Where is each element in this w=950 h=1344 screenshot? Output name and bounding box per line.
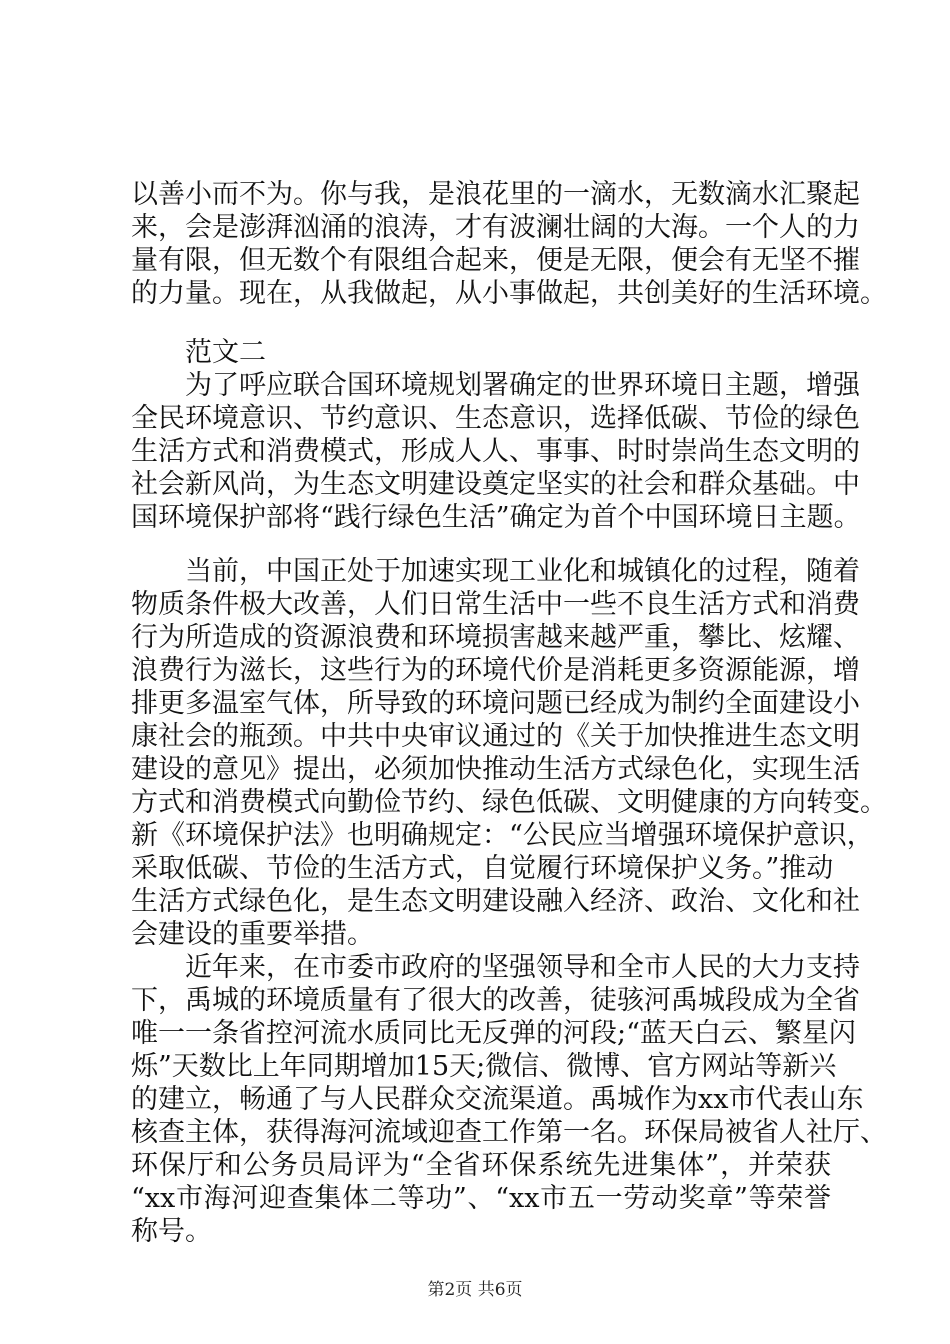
paragraph-3-line-10: 采取低碳、节俭的生活方式，自觉履行环境保护义务。”推动 <box>131 853 834 884</box>
paragraph-3-line-9: 新《环境保护法》也明确规定：“公民应当增强环境保护意识， <box>131 820 874 851</box>
paragraph-2-line-1: 为了呼应联合国环境规划署确定的世界环境日主题，增强 <box>185 370 860 401</box>
paragraph-1-line-3: 量有限，但无数个有限组合起来，便是无限，便会有无坚不摧 <box>131 245 860 276</box>
paragraph-4-line-7: 环保厅和公务员局评为“全省环保系统先进集体”，并荣获 <box>131 1150 831 1181</box>
paragraph-4-line-8: “xx市海河迎查集体二等功”、“xx市五一劳动奖章”等荣誉 <box>131 1183 831 1214</box>
paragraph-3-line-5: 排更多温室气体，所导致的环境问题已经成为制约全面建设小 <box>131 688 860 719</box>
paragraph-2-line-2: 全民环境意识、节约意识、生态意识，选择低碳、节俭的绿色 <box>131 403 860 434</box>
paragraph-4-line-6: 核查主体，获得海河流域迎查工作第一名。环保局被省人社厅、 <box>131 1117 887 1148</box>
page-footer: 第2页 共6页 <box>427 1280 523 1300</box>
paragraph-2-line-5: 国环境保护部将“践行绿色生活”确定为首个中国环境日主题。 <box>131 502 861 533</box>
paragraph-3-line-6: 康社会的瓶颈。中共中央审议通过的《关于加快推进生态文明 <box>131 721 860 752</box>
paragraph-3-line-2: 物质条件极大改善，人们日常生活中一些不良生活方式和消费 <box>131 589 860 620</box>
paragraph-3-line-8: 方式和消费模式向勤俭节约、绿色低碳、文明健康的方向转变。 <box>131 787 887 818</box>
paragraph-1-line-4: 的力量。现在，从我做起，从小事做起，共创美好的生活环境。 <box>131 278 887 309</box>
paragraph-3-line-1: 当前，中国正处于加速实现工业化和城镇化的过程，随着 <box>185 556 860 587</box>
paragraph-3-line-7: 建设的意见》提出，必须加快推动生活方式绿色化，实现生活 <box>131 754 860 785</box>
paragraph-4-line-4: 烁”天数比上年同期增加15天;微信、微博、官方网站等新兴 <box>131 1051 837 1082</box>
paragraph-4-line-5: 的建立，畅通了与人民群众交流渠道。禹城作为xx市代表山东 <box>131 1084 864 1115</box>
paragraph-1-line-2: 来，会是澎湃汹涌的浪涛，才有波澜壮阔的大海。一个人的力 <box>131 212 860 243</box>
paragraph-3-line-4: 浪费行为滋长，这些行为的环境代价是消耗更多资源能源，增 <box>131 655 860 686</box>
paragraph-3-line-12: 会建设的重要举措。 <box>131 919 374 950</box>
paragraph-1-line-1: 以善小而不为。你与我，是浪花里的一滴水，无数滴水汇聚起 <box>131 179 860 210</box>
paragraph-3-line-3: 行为所造成的资源浪费和环境损害越来越严重，攀比、炫耀、 <box>131 622 860 653</box>
paragraph-2-line-3: 生活方式和消费模式，形成人人、事事、时时崇尚生态文明的 <box>131 436 860 467</box>
paragraph-4-line-2: 下，禹城的环境质量有了很大的改善，徒骇河禹城段成为全省 <box>131 985 860 1016</box>
paragraph-4-line-9: 称号。 <box>131 1216 212 1247</box>
paragraph-3-line-11: 生活方式绿色化，是生态文明建设融入经济、政治、文化和社 <box>131 886 860 917</box>
paragraph-4-line-3: 唯一一条省控河流水质同比无反弹的河段;“蓝天白云、繁星闪 <box>131 1018 856 1049</box>
paragraph-2-line-4: 社会新风尚，为生态文明建设奠定坚实的社会和群众基础。中 <box>131 469 860 500</box>
section-heading: 范文二 <box>185 337 266 368</box>
paragraph-4-line-1: 近年来，在市委市政府的坚强领导和全市人民的大力支持 <box>185 952 860 983</box>
